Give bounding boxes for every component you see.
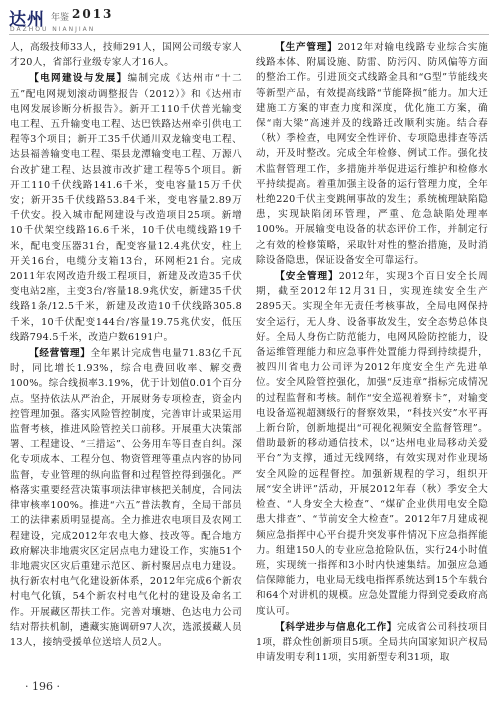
paragraph-safety-management	[256, 269, 488, 619]
yearbook-english-title: DAZHOU NIANJIAN	[10, 26, 96, 33]
right-column	[256, 40, 488, 668]
section-body-safety-management: 2012年，实现3个百日安全长周期，截至2012年12月31日，实现连续安全生产2895天。实现全年无责任考核事故，全局电网保持安全运行，无人身、设备事故发生，安全态势总体良好。全局人身伤亡防范能力，电网风险防控能力，设备运维管理能力和应急事件处置能力得到持续提升，被四川省电力公司评为2012年度安全生产先进单位。安全风险管控强化，加强“反违章”指标完成情况的过程监督和考核。制作“安全巡视着察卡”，对输变电设备巡视超测级行的督察效果，“科技兴安”水平再上新台阶，创新地提出“可视化视频安全监督管理”。借助最新的移动通信技术，以“达州电业局移动关爱平台”为支撑，通过无线网络，有效实现对作业现场安全风险的远程督控。加强新规程的学习，组织开展“安全讲评”活动，开展2012年春（秋）季安全大检查、“人身安全大检查”、“煤矿企业供用电安全隐患大排查”、“节前安全大检查”。2012年7月建成视频应急指挥中心平台提升突发事件情况下应急指挥能力。组建150人的专业应急抢险队伍，实行24小时值班，实现统一指挥和3小时内快速集结。加强应急通信保障能力，电业局无线电指挥系统达到15个车载台和64个对讲机的规模。应急处置能力得到党委政府高度认可。	[256, 271, 488, 617]
paragraph-production-management	[256, 40, 488, 268]
section-body-operation-management: 全年累计完成售电量71.83亿千瓦时，同比增长1.93%，综合电费回收率、解交费100%。综合线损率3.19%，优于计划值0.01个百分点。坚持依法从严治企，开展财务专项检查，资金内控管理加强。落实风险管控制度，完善审计或果运用监督考核，推进风险管控关口前移。开展重大决策部署、工程建设、“三措运”、公务用车等目查自纠。深化专项成本、工程分包、物资管理等重点内容的协同监督，专业管理的纵向监督和过程管控得到强化。严格落实重要经营决策事项法律审核把关制度，合同法律审核率100%。推进“六五”普法教育，全局干部员工的法律素质明显提高。全力推进农电项目及农网工程建设，完成2012年农电大修、技改等。配合地方政府解决非地震灾区定居点电力建设工作，实施51个非地震灾区灾后重建示范区、新村聚居点电力建设。执行新农村电气化建设新体系，2012年完成6个新农村电气化镇，54个新农村电气化村的建设及命名工作。开展藏区帮扶工作。完善对壤塘、色达电力公司结对帮扶机制，遴藏实施调研97人次，选派援藏人员13人，接纳受援单位送培人员2人。	[10, 348, 242, 648]
page-header	[9, 4, 489, 36]
yearbook-title: 达州	[9, 10, 45, 30]
section-heading-science-progress: 【科学进步与信息化工作】	[275, 621, 397, 633]
section-body-science-progress: 完成省公司科技项目1项，群众性创新项目5项。全局共向国家知识产权局申请发明专利11项，实用新型专利31项，取	[256, 621, 488, 664]
section-heading-grid-construction: 【电网建设与发展】	[29, 73, 128, 85]
paragraph-continuation: 人，高级技师33人，技师291人，国网公司级专家人才20人，省部行业级专家人才16人。	[10, 42, 242, 69]
section-heading-operation-management: 【经营管理】	[29, 348, 91, 360]
paragraph-operation-management	[10, 346, 242, 650]
paragraph-grid-construction	[10, 71, 242, 345]
yearbook-year: 2013	[72, 7, 114, 21]
section-heading-safety-management: 【安全管理】	[275, 271, 339, 283]
page-number: · 196 ·	[25, 680, 60, 693]
section-heading-production-management: 【生产管理】	[275, 42, 338, 53]
left-column	[10, 40, 242, 668]
yearbook-subtitle: 年鉴	[51, 13, 70, 23]
paragraph-science-progress	[256, 620, 488, 666]
section-body-production-management: 2012年对输电线路专业综合实施线路本体、附属设施、防雷、防污闪、防风偏等方面的整治工作。引进顶交式线路金具和“G型”节能线夹等新型产品，有效提高线路“节能降损”能力。加大迁建施工方案的审查力度和深度，优化施工方案，确保“南大梁”高速并及的线路迁改顺利实施。结合春（秋）季检查，电网安全性评价、专项隐患排查等活动，开及时整改。完成全年检修、例试工作。强化技术监督管理工作，多措施并举促进运行维护和检修水平持续提高。着重加强主设备的运行管理力度，全年杜绝220千伏主变跳闸事故的发生；系统梳理缺陷隐患，实现缺陷闭环管理，严重、危急缺陷处理率100%。开展输变电设备的状态评价工作，并制定行之有效的检修策略，采取针对性的整治措施，及时消除设备隐患，保证设备安全可靠运行。	[256, 42, 488, 266]
section-body-grid-construction: 编制完成《达州市“十二五”配电网规划滚动调整报告（2012）》和《达州市电网发展诊断分析报告》。新开工110千伏普光输变电工程、五升输变电工程、达巴铁路达州牵引供电工程等3个项目；新开工35千伏通川双龙输变电工程、达县福善输变电工程、渠县龙潭输变电工程、万源八台改扩建工程、达县渡市改扩建工程等5个项目。新开工110千伏线路141.6千米，变电容量15万千伏安；新开35千伏线路53.84千米，变电容量2.89万千伏安。投入城市配网建设与改造项目25项。新增10千伏架空线路16.6千米，10千伏电缆线路19千米，配电变压器31台，配变容量12.4兆伏安，柱上开关16台，电缆分支箱13台，环网柜21台。完成2011年农网改造升级工程项目，新建及改造35千伏变电站2座，主变3台/容量18.9兆伏安，新建35千伏线路1条/12.5千米，新建及改造10千伏线路305.8千米，10千伏配变144台/容量19.75兆伏安，低压线路794.5千米，改造户数6191户。	[10, 73, 242, 343]
header-divider	[9, 34, 489, 35]
